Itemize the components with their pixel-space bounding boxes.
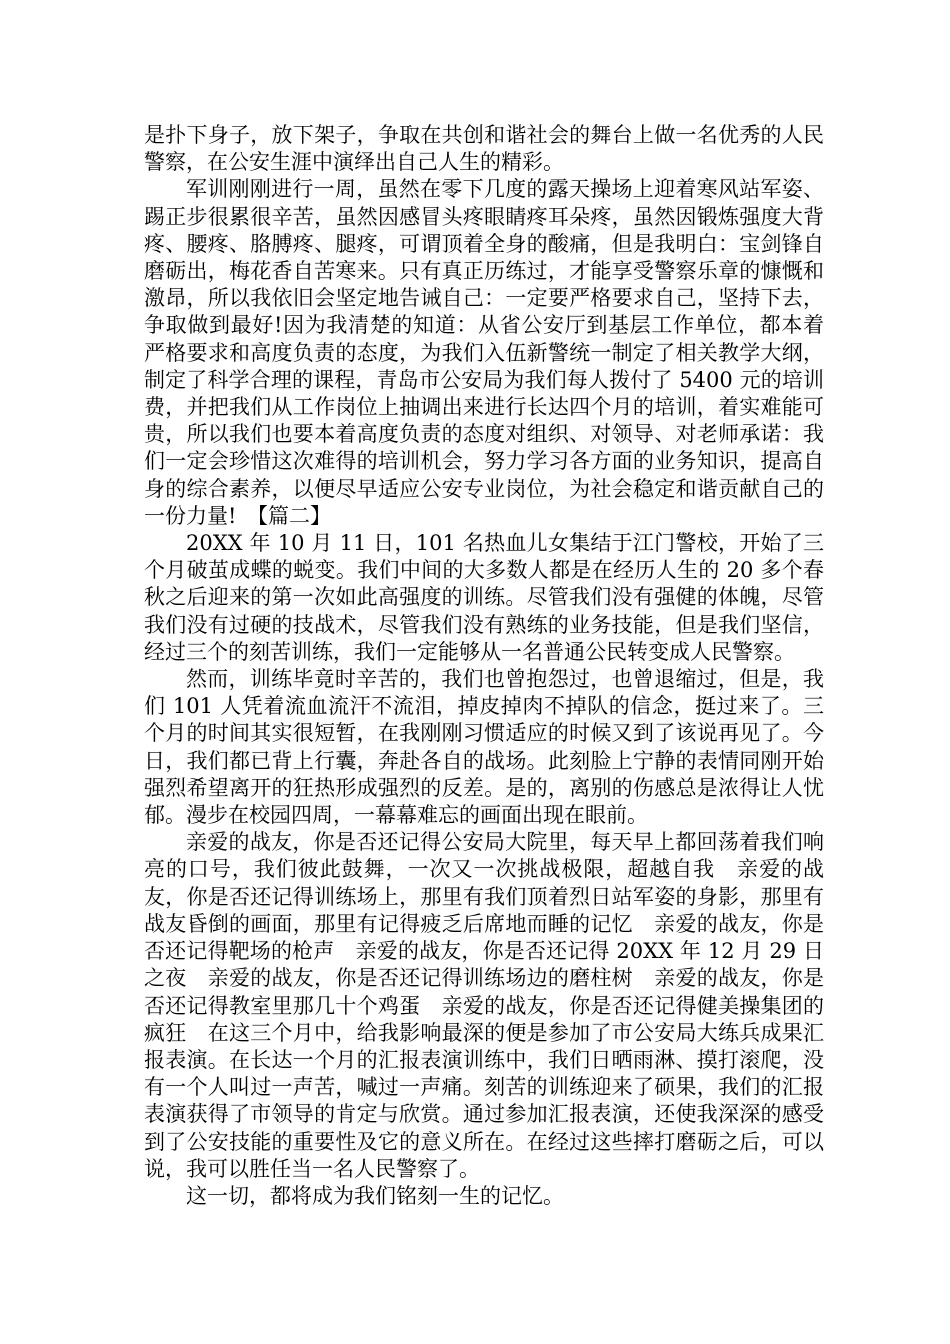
- paragraph-comrades-memories: 亲爱的战友，你是否还记得公安局大院里，每天早上都回荡着我们响亮的口号，我们彼此鼓舞，一次又一次挑战极限，超越自我 亲爱的战友，你是否还记得训练场上，那里有我们顶着烈日站军姿的身影，那里有战友昏倒的画面，那里有记得疲乏后席地而睡的记忆 亲爱的战友，你是否还记得靶场的枪声 亲爱的战友，你是否还记得 20XX 年 12 月 29 日之夜 亲爱的战友，你是否还记得训练场边的磨柱树 亲爱的战友，你是否还记得教室里那几十个鸡蛋 亲爱的战友，你是否还记得健美操集团的疯狂 在这三个月中，给我影响最深的便是参加了市公安局大练兵成果汇报表演。在长达一个月的汇报表演训练中，我们日晒雨淋、摸打滚爬，没有一个人叫过一声苦，喊过一声痛。刻苦的训练迎来了硕果，我们的汇报表演获得了市领导的肯定与欣赏。通过参加汇报表演，还使我深深的感受到了公安技能的重要性及它的意义所在。在经过这些摔打磨砺之后，可以说，我可以胜任当一名人民警察了。: [144, 830, 824, 1181]
- paragraph-military-training: 军训刚刚进行一周，虽然在零下几度的露天操场上迎着寒风站军姿、踢正步很累很辛苦，虽然因感冒头疼眼睛疼耳朵疼，虽然因锻炼强度大背疼、腰疼、胳膊疼、腿疼，可谓顶着全身的酸痛，但是我明白：宝剑锋自磨砺出，梅花香自苦寒来。只有真正历练过，才能享受警察乐章的慷慨和激昂，所以我依旧会坚定地告诫自己：一定要严格要求自己，坚持下去，争取做到最好!因为我清楚的知道：从省公安厅到基层工作单位，都本着严格要求和高度负责的态度，为我们入伍新警统一制定了相关教学大纲，制定了科学合理的课程，青岛市公安局为我们每人拨付了 5400 元的培训费，并把我们从工作岗位上抽调出来进行长达四个月的培训，着实难能可贵，所以我们也要本着高度负责的态度对组织、对领导、对老师承诺：我们一定会珍惜这次难得的培训机会，努力学习各方面的业务知识，提高自身的综合素养，以便尽早适应公安专业岗位，为社会稳定和谐贡献自己的一份力量! 【篇二】: [144, 177, 824, 528]
- paragraph-farewell: 然而，训练毕竟时辛苦的，我们也曾抱怨过，也曾退缩过，但是，我们 101 人凭着流血流汗不流泪，掉皮掉肉不掉队的信念，挺过来了。三个月的时间其实很短暂，在我刚刚习惯适应的时候又到了该说再见了。今日，我们都已背上行囊，奔赴各自的战场。此刻脸上宁静的表情同刚开始强烈希望离开的狂热形成强烈的反差。是的，离别的伤感总是浓得让人忧郁。漫步在校园四周，一幕幕难忘的画面出现在眼前。: [144, 667, 824, 828]
- paragraph-closing: 这一切，都将成为我们铭刻一生的记忆。: [186, 1183, 564, 1208]
- paragraph-intro-continuation: 是扑下身子，放下架子，争取在共创和谐社会的舞台上做一名优秀的人民警察，在公安生涯中演绎出自己人生的精彩。: [144, 123, 824, 175]
- paragraph-jiangmen-police-school: 20XX 年 10 月 11 日，101 名热血儿女集结于江门警校，开始了三个月破茧成蝶的蜕变。我们中间的大多数人都是在经历人生的 20 多个春秋之后迎来的第一次如此高强度的训练。尽管我们没有强健的体魄，尽管我们没有过硬的技战术，尽管我们没有熟练的业务技能，但是我们坚信，经过三个的刻苦训练，我们一定能够从一名普通公民转变成人民警察。: [144, 531, 824, 664]
- document-body: [144, 122, 824, 1210]
